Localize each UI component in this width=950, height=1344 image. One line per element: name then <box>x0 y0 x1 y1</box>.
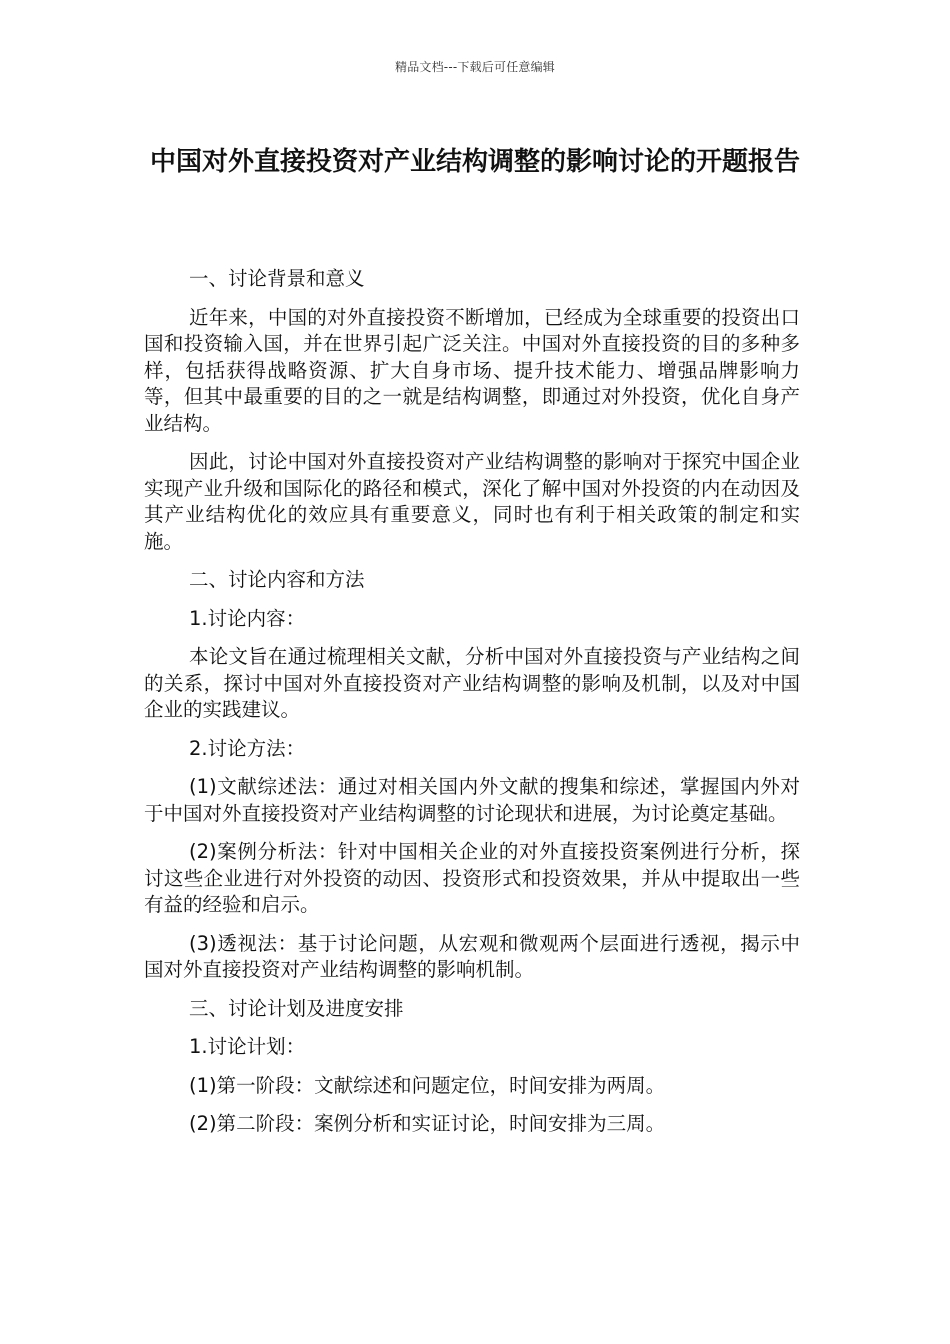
section-heading-content-method: 二、讨论内容和方法 <box>189 568 365 591</box>
header-note: 精品文档---下载后可任意编辑 <box>395 60 555 74</box>
subheading-content: 1.讨论内容： <box>189 606 306 630</box>
paragraph-background-2: 因此，讨论中国对外直接投资对产业结构调整的影响对于探究中国企业实现产业升级和国际化的路径和模式，深化了解中国对外投资的内在动因及其产业结构优化的效应具有重要意义，同时也有利于相关政策的制定和实施。 <box>144 450 800 553</box>
subheading-method: 2.讨论方法： <box>189 736 306 760</box>
paragraph-content: 本论文旨在通过梳理相关文献，分析中国对外直接投资与产业结构之间的关系，探讨中国对外直接投资对产业结构调整的影响及机制，以及对中国企业的实践建议。 <box>144 645 800 721</box>
document-title: 中国对外直接投资对产业结构调整的影响讨论的开题报告 <box>149 147 800 177</box>
section-heading-background: 一、讨论背景和意义 <box>189 267 365 290</box>
paragraph-background-1: 近年来，中国的对外直接投资不断增加，已经成为全球重要的投资出口国和投资输入国，并在世界引起广泛关注。中国对外直接投资的目的多种多样，包括获得战略资源、扩大自身市场、提升技术能力、增强品牌影响力等，但其中最重要的目的之一就是结构调整，即通过对外投资，优化自身产业结构。 <box>144 305 800 435</box>
document-body <box>144 266 800 1150</box>
plan-stage-1: (1)第一阶段：文献综述和问题定位，时间安排为两周。 <box>189 1073 666 1097</box>
section-heading-plan: 三、讨论计划及进度安排 <box>189 996 404 1020</box>
subheading-plan: 1.讨论计划： <box>189 1035 306 1058</box>
paragraph-method-3: (3)透视法：基于讨论问题，从宏观和微观两个层面进行透视，揭示中国对外直接投资对产业结构调整的影响机制。 <box>144 931 800 981</box>
plan-stage-2: (2)第二阶段：案例分析和实证讨论，时间安排为三周。 <box>189 1112 666 1135</box>
paragraph-method-1: (1)文献综述法：通过对相关国内外文献的搜集和综述，掌握国内外对于中国对外直接投资对产业结构调整的讨论现状和进展，为讨论奠定基础。 <box>144 775 800 825</box>
paragraph-method-2: (2)案例分析法：针对中国相关企业的对外直接投资案例进行分析，探讨这些企业进行对外投资的动因、投资形式和投资效果，并从中提取出一些有益的经验和启示。 <box>144 840 800 916</box>
